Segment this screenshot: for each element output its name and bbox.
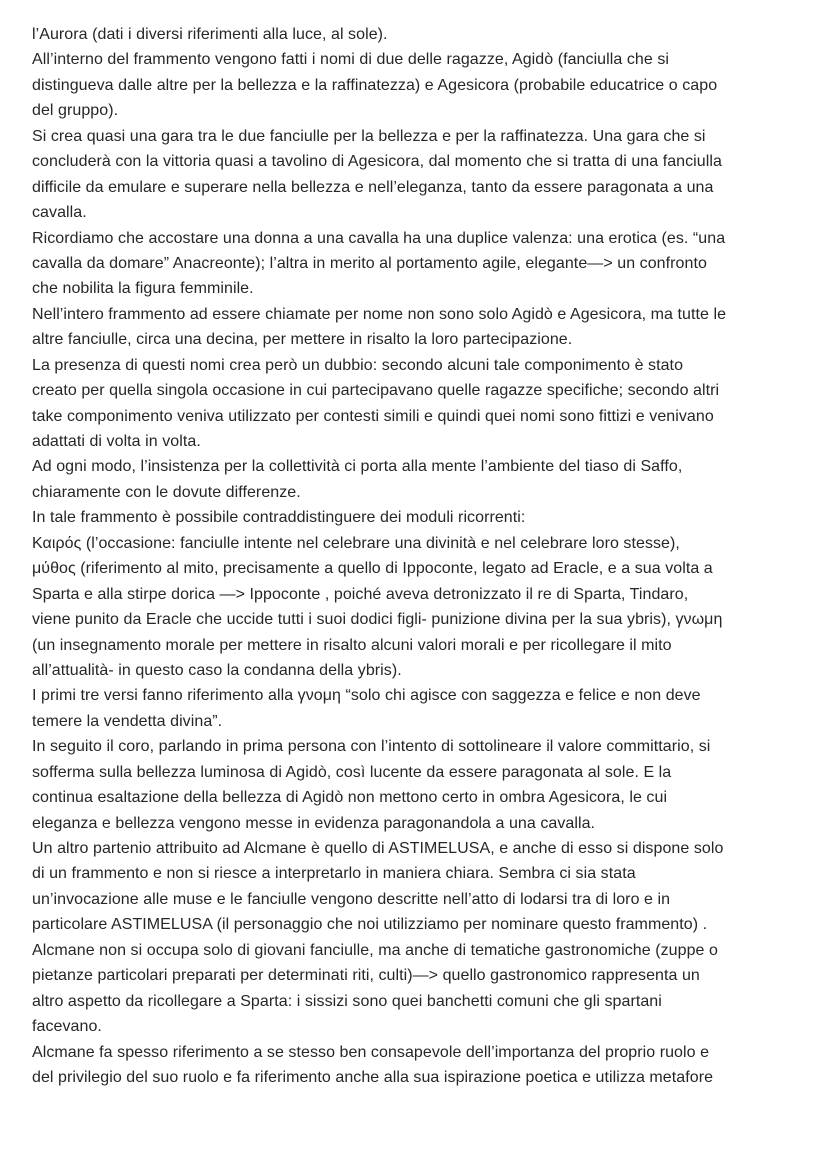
text-line: facevano.	[32, 1018, 102, 1036]
text-line: Nell’intero frammento ad essere chiamate per nome non sono solo Agidò e Agesicora, ma tutte le	[32, 305, 727, 323]
text-line: Sparta e alla stirpe dorica —> Ippoconte , poiché aveva detronizzato il re di Sparta, Tindaro,	[32, 585, 689, 603]
text-line: all’attualità- in questo caso la condanna della ybris).	[32, 661, 402, 679]
text-line: continua esaltazione della bellezza di Agidò non mettono certo in ombra Agesicora, le cui	[32, 789, 668, 807]
text-line: concluderà con la vittoria quasi a tavolino di Agesicora, dal momento che si tratta di una fanciulla	[32, 153, 722, 171]
text-line: cavalla.	[32, 204, 87, 222]
text-line: difficile da emulare e superare nella bellezza e nell’eleganza, tanto da essere paragonata a una	[32, 178, 714, 196]
text-line: temere la vendetta divina”.	[32, 712, 223, 730]
text-line: Ricordiamo che accostare una donna a una cavalla ha una duplice valenza: una erotica (es. “una	[32, 229, 726, 247]
text-line: Un altro partenio attribuito ad Alcmane è quello di ASTIMELUSA, e anche di esso si dispone solo	[32, 840, 724, 857]
text-line: altre fanciulle, circa una decina, per mettere in risalto la loro partecipazione.	[32, 331, 573, 349]
text-line: La presenza di questi nomi crea però un dubbio: secondo alcuni tale componimento è stato	[32, 356, 684, 374]
text-line: Alcmane fa spesso riferimento a se stesso ben consapevole dell’importanza del proprio ruolo e	[32, 1043, 710, 1061]
text-line: chiaramente con le dovute differenze.	[32, 483, 301, 501]
text-line: Ad ogni modo, l’insistenza per la collettività ci porta alla mente l’ambiente del tiaso di Saffo,	[32, 458, 683, 476]
text-line: un’invocazione alle muse e le fanciulle vengono descritte nell’atto di lodarsi tra di loro e in	[32, 890, 671, 908]
text-line: viene punito da Eracle che uccide tutti i suoi dodici figli- punizione divina per la sua ybris), γνωμη	[32, 611, 723, 629]
text-line: altro aspetto da ricollegare a Sparta: i sissizi sono quei banchetti comuni che gli spartani	[32, 992, 662, 1010]
text-line: I primi tre versi fanno riferimento alla γνομη “solo chi agisce con saggezza e felice e non deve	[32, 687, 701, 705]
text-line: di un frammento e non si riesce a interpretarlo in maniera chiara. Sembra ci sia stata	[32, 865, 636, 883]
document-page	[32, 22, 804, 1090]
text-line: In tale frammento è possibile contraddistinguere dei moduli ricorrenti:	[32, 509, 526, 527]
text-line: Alcmane non si occupa solo di giovani fanciulle, ma anche di tematiche gastronomiche (zuppe o	[32, 941, 718, 959]
text-line: distingueva dalle altre per la bellezza e la raffinatezza) e Agesicora (probabile educatrice o capo	[32, 76, 718, 94]
text-line: eleganza e bellezza vengono messe in evidenza paragonandola a una cavalla.	[32, 814, 596, 832]
text-line: adattati di volta in volta.	[32, 433, 201, 450]
text-line: Si crea quasi una gara tra le due fanciulle per la bellezza e per la raffinatezza. Una gara che si	[32, 127, 706, 145]
text-line: pietanze particolari preparati per determinati riti, culti)—> quello gastronomico rappresenta un	[32, 967, 700, 985]
text-line: particolare ASTIMELUSA (il personaggio che noi utilizziamo per nominare questo frammento) .	[32, 916, 708, 934]
text-line: cavalla da domare” Anacreonte); l’altra in merito al portamento agile, elegante—> un confronto	[32, 254, 707, 272]
text-line: sofferma sulla bellezza luminosa di Agidò, così lucente da essere paragonata al sole. E la	[32, 763, 672, 781]
text-line: l’Aurora (dati i diversi riferimenti alla luce, al sole).	[32, 26, 388, 43]
text-line: take componimento veniva utilizzato per contesti simili e quindi quei nomi sono fittizi e venivano	[32, 407, 714, 425]
text-line: In seguito il coro, parlando in prima persona con l’intento di sottolineare il valore committario, si	[32, 738, 711, 756]
text-line: del gruppo).	[32, 102, 119, 120]
text-line: creato per quella singola occasione in cui partecipavano quelle ragazze specifiche; secondo altri	[32, 382, 720, 400]
text-line: (un insegnamento morale per mettere in risalto alcuni valori morali e per ricollegare il mito	[32, 636, 672, 654]
text-line: μύθος (riferimento al mito, precisamente a quello di Ippoconte, legato ad Eracle, e a sua volta a	[32, 560, 713, 578]
text-line: del privilegio del suo ruolo e fa riferimento anche alla sua ispirazione poetica e utilizza metafore	[32, 1068, 714, 1086]
text-line: Καιρός (l’occasione: fanciulle intente nel celebrare una divinità e nel celebrare loro stesse),	[32, 534, 680, 552]
text-line: che nobilita la figura femminile.	[32, 280, 254, 298]
text-line: All’interno del frammento vengono fatti i nomi di due delle ragazze, Agidò (fanciulla che si	[32, 51, 669, 69]
